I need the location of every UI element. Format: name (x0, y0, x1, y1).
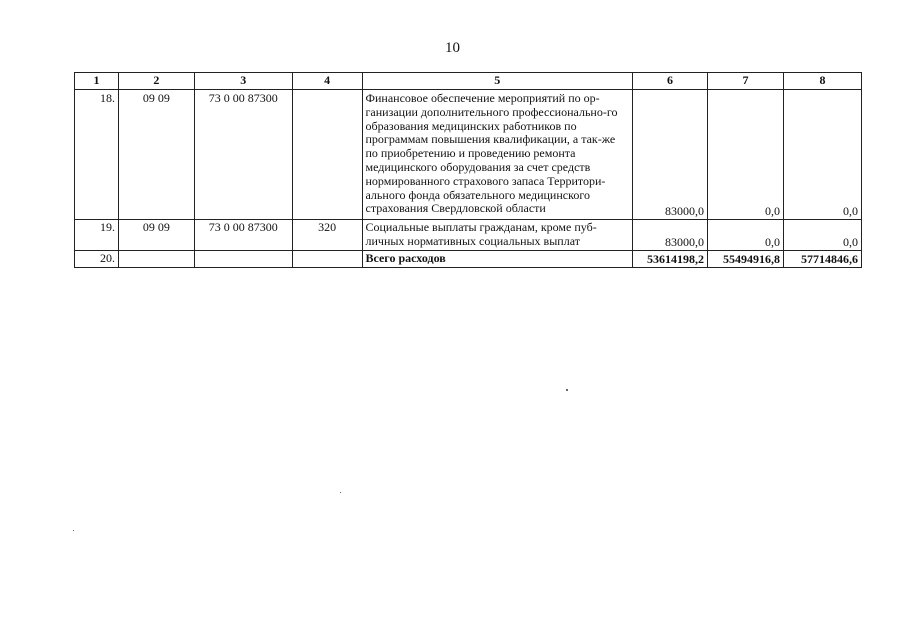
row-number: 19. (75, 220, 119, 251)
expense-type: 320 (292, 220, 362, 251)
table-row (75, 90, 862, 220)
table-header-row (75, 73, 862, 90)
target-code (194, 251, 292, 268)
section-code: 09 09 (118, 220, 194, 251)
header-cell: 5 (362, 73, 633, 90)
amount-year-2: 0,0 (708, 90, 784, 220)
section-code: 09 09 (118, 90, 194, 220)
table-row (75, 220, 862, 251)
amount-year-3: 0,0 (784, 90, 862, 220)
description: Социальные выплаты гражданам, кроме пуб-личных нормативных социальных выплат (362, 220, 633, 251)
amount-year-2: 0,0 (708, 220, 784, 251)
total-year-3: 57714846,6 (784, 251, 862, 268)
header-cell: 7 (708, 73, 784, 90)
amount-year-1: 83000,0 (633, 220, 708, 251)
expense-type (292, 90, 362, 220)
expense-type (292, 251, 362, 268)
description: Финансовое обеспечение мероприятий по ор-ганизации дополнительного профессионально-го образования медицинских работников по программам повышения квалификации, а так-же по приобретению и проведению ремонта медицинского оборудования за счет средств нормированного страхового запаса Территори-ального фонда обязательного медицинского страхования Свердловской области (362, 90, 633, 220)
header-cell: 8 (784, 73, 862, 90)
target-code: 73 0 00 87300 (194, 90, 292, 220)
header-cell: 2 (118, 73, 194, 90)
budget-table (74, 72, 862, 268)
row-number: 18. (75, 90, 119, 220)
scan-speck (73, 530, 74, 531)
section-code (118, 251, 194, 268)
header-cell: 1 (75, 73, 119, 90)
total-year-1: 53614198,2 (633, 251, 708, 268)
scan-speck (340, 492, 341, 493)
header-cell: 3 (194, 73, 292, 90)
amount-year-1: 83000,0 (633, 90, 708, 220)
total-label: Всего расходов (362, 251, 633, 268)
header-cell: 4 (292, 73, 362, 90)
scan-speck (566, 389, 568, 391)
target-code: 73 0 00 87300 (194, 220, 292, 251)
header-cell: 6 (633, 73, 708, 90)
amount-year-3: 0,0 (784, 220, 862, 251)
total-year-2: 55494916,8 (708, 251, 784, 268)
row-number: 20. (75, 251, 119, 268)
table-row-total (75, 251, 862, 268)
page-number: 10 (445, 40, 460, 56)
